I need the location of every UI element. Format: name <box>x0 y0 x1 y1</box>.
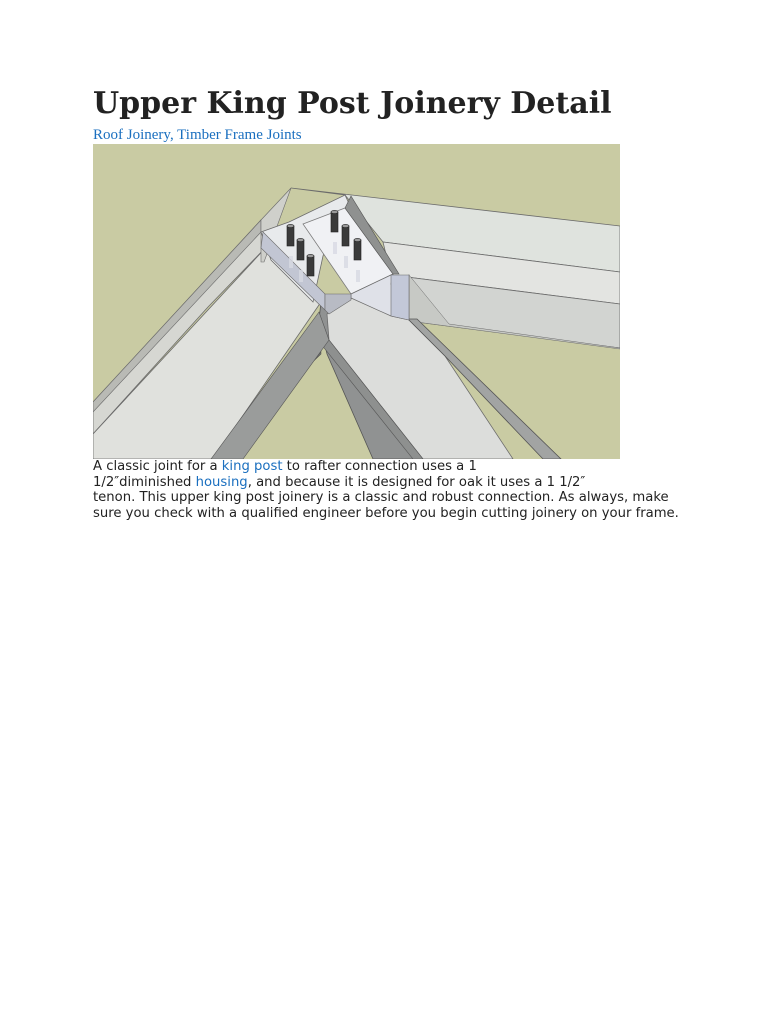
body-text-segment: to rafter connection uses a 1 <box>282 459 477 474</box>
housing-link[interactable]: housing <box>195 474 248 490</box>
king-post-link[interactable]: king post <box>221 459 283 474</box>
body-text-segment: tenon. This upper king post joinery is a classic and robust connection. As always, make sure you check with a qualified engineer before you begin cutting joinery on your frame. <box>93 490 679 522</box>
body-text-segment: , and because it is designed for oak it uses a 1 1/2″ <box>247 474 586 490</box>
article-body <box>93 459 683 522</box>
category-links <box>93 126 683 144</box>
body-text-segment: A classic joint for a <box>93 459 222 474</box>
joinery-illustration <box>93 144 620 459</box>
category-link-roof-joinery[interactable]: Roof Joinery <box>93 127 170 143</box>
category-link-timber-frame-joints[interactable]: Timber Frame Joints <box>177 127 302 143</box>
category-separator: , <box>169 127 178 143</box>
page-title: Upper King Post Joinery Detail <box>93 86 612 121</box>
article <box>93 84 683 522</box>
body-text-segment: 1/2″diminished <box>93 474 196 490</box>
